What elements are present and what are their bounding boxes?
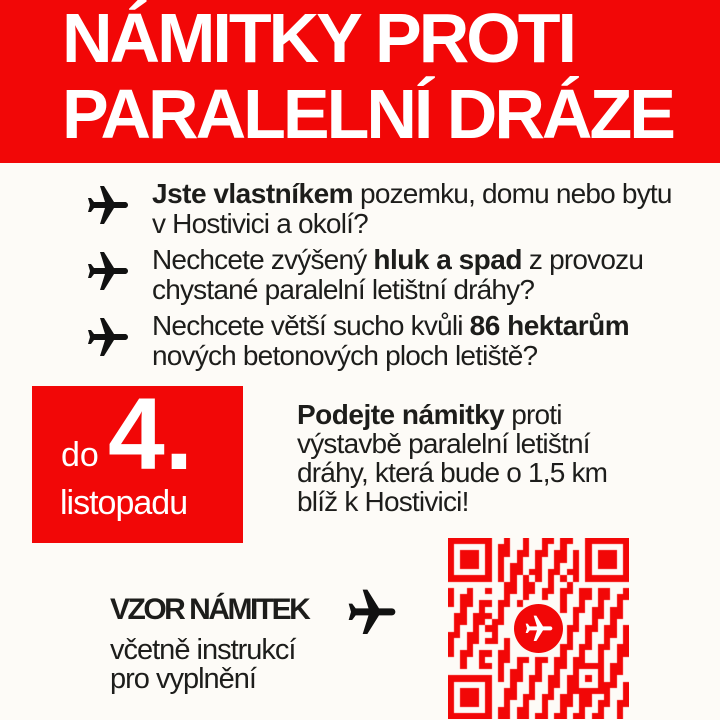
deadline-month: listopadu — [60, 484, 188, 522]
airplane-icon — [84, 314, 132, 362]
qr-center-badge — [514, 604, 563, 653]
cta-line: blíž k Hostivici! — [297, 486, 469, 517]
cta-line: Podejte námitky proti — [297, 399, 562, 430]
cta-text — [297, 400, 607, 516]
cta-line: výstavbě paralelní letištní — [297, 428, 590, 459]
bullet-text: Nechcete větší sucho kvůli 86 hektarům nových betonových ploch letiště? — [152, 310, 630, 371]
bullet-text: Jste vlastníkem pozemku, domu nebo bytu v Hostivici a okolí? — [152, 178, 672, 239]
sample-subtext-line2: pro vyplnění — [110, 662, 256, 695]
bullet-item-ownership — [84, 179, 672, 239]
deadline-prefix: do — [61, 436, 99, 474]
header-banner — [0, 0, 720, 163]
poster-title-line1: NÁMITKY PROTI — [62, 0, 574, 77]
sample-heading: VZOR NÁMITEK — [110, 593, 309, 626]
airplane-icon — [523, 613, 555, 645]
sample-objections-block — [110, 594, 308, 693]
airplane-icon — [84, 248, 132, 296]
poster-title-line2: PARALELNÍ DRÁZE — [62, 75, 673, 153]
airplane-icon — [84, 182, 132, 230]
deadline-day: 4. — [108, 377, 194, 491]
deadline-badge — [32, 377, 243, 543]
bullet-item-noise — [84, 245, 643, 305]
airplane-icon — [344, 585, 400, 641]
bullet-item-drought — [84, 311, 629, 371]
cta-line: dráhy, která bude o 1,5 km — [297, 457, 608, 488]
qr-code — [448, 538, 629, 719]
bullet-text: Nechcete zvýšený hluk a spad z provozu chystané paralelní letištní dráhy? — [152, 244, 644, 305]
sample-subtext-line1: včetně instrukcí — [110, 634, 296, 666]
